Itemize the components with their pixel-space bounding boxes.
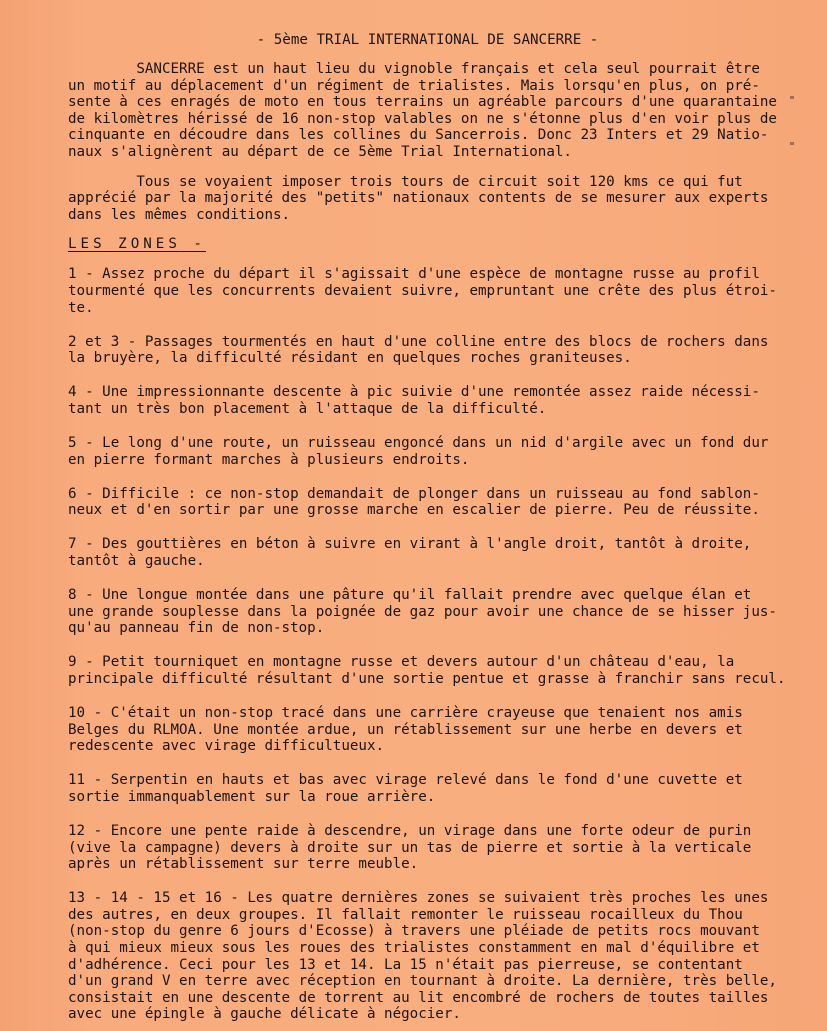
zone-paragraph: 7 - Des gouttières en béton à suivre en virant à l'angle droit, tantôt à droite, tantôt à gauche. xyxy=(68,536,752,569)
intro-paragraph: Tous se voyaient imposer trois tours de circuit soit 120 kms ce qui fut apprécié par la majorité des "petits" nationaux contents de se mesurer aux experts dans les mêmes conditions. xyxy=(68,173,769,223)
paper-mark xyxy=(790,96,794,99)
zone-paragraph: 2 et 3 - Passages tourmentés en haut d'une colline entre des blocs de rochers dans la bruyère, la difficulté résidant en quelques roches graniteuses. xyxy=(68,333,769,367)
zone-paragraph: 13 - 14 - 15 et 16 - Les quatre dernières zones se suivaient très proches les unes des autres, en deux groupes. Il fallait remonter le ruisseau rocailleux du Thou (non-stop du genre 6 jours d'Ecosse) à travers une pléiade de petits rocs mouvant à qui mieux mieux sous les roues des trialistes constamment en mal d'équilibre et d'adhérence. Ceci pour les 13 et 14. La 15 n'était pas pierreuse, se contentant d'un grand V en terre avec réception en tournant à droite. La dernière, très belle, consistait en une descente de torrent au lit encombré de rochers de toutes tailles avec une épingle à gauche délicate à négocier. xyxy=(68,890,777,1023)
intro-paragraph: SANCERRE est un haut lieu du vignoble français et cela seul pourrait être un motif au déplacement d'un régiment de trialistes. Mais lorsqu'en plus, on pré- sente à ces enragés de moto en tous terrains un agréable parcours d'une quarantaine de kilomètres hérissé de 16 non-stop valables on ne s'étonne plus d'en voir plus de cinquante en découdre dans les collines du Sancerrois. Donc 23 Inters et 29 Natio- naux s'alignèrent au départ de ce 5ème Trial International. xyxy=(68,61,777,160)
section-heading xyxy=(68,236,787,252)
section-heading-dash: - xyxy=(193,236,206,253)
zone-paragraph: 8 - Une longue montée dans une pâture qu'il fallait prendre avec quelque élan et une grande souplesse dans la poignée de gaz pour avoir une chance de se hisser jus- qu'au panneau fin de non-stop. xyxy=(68,587,777,637)
zone-paragraph: 10 - C'était un non-stop tracé dans une carrière crayeuse que tenaient nos amis Belges du RLMOA. Une montée ardue, un rétablissement sur une herbe en devers et redescente avec virage difficultueux. xyxy=(68,705,743,755)
document-title: - 5ème TRIAL INTERNATIONAL DE SANCERRE - xyxy=(256,32,599,48)
zone-paragraph: 6 - Difficile : ce non-stop demandait de plonger dans un ruisseau au fond sablon- neux et d'en sortir par une grosse marche en escalier de pierre. Peu de réussite. xyxy=(68,485,760,519)
zone-paragraph: 5 - Le long d'une route, un ruisseau engoncé dans un nid d'argile avec un fond dur en pierre formant marches à plusieurs endroits. xyxy=(68,435,769,468)
zone-paragraph: 4 - Une impressionnante descente à pic suivie d'une remontée assez raide nécessi- tant un très bon placement à l'attaque de la difficulté. xyxy=(68,384,760,417)
zone-paragraph: 11 - Serpentin en hauts et bas avec virage relevé dans le fond d'une cuvette et sortie immanquablement sur la roue arrière. xyxy=(68,772,743,805)
paper-mark xyxy=(790,142,794,145)
zone-paragraph: 1 - Assez proche du départ il s'agissait d'une espèce de montagne russe au profil tourmenté que les concurrents devaient suivre, empruntant une crête des plus étroi- te. xyxy=(68,266,777,316)
zone-paragraph: 9 - Petit tourniquet en montagne russe et devers autour d'un château d'eau, la principale difficulté résultant d'une sortie pentue et grasse à franchir sans recul. xyxy=(68,654,786,687)
zone-paragraph: 12 - Encore une pente raide à descendre, un virage dans une forte odeur de purin (vive la campagne) devers à droite sur un tas de pierre et sortie à la verticale après un rétablissement sur terre meuble. xyxy=(68,823,752,873)
section-heading-text: LES ZONES xyxy=(68,236,181,253)
